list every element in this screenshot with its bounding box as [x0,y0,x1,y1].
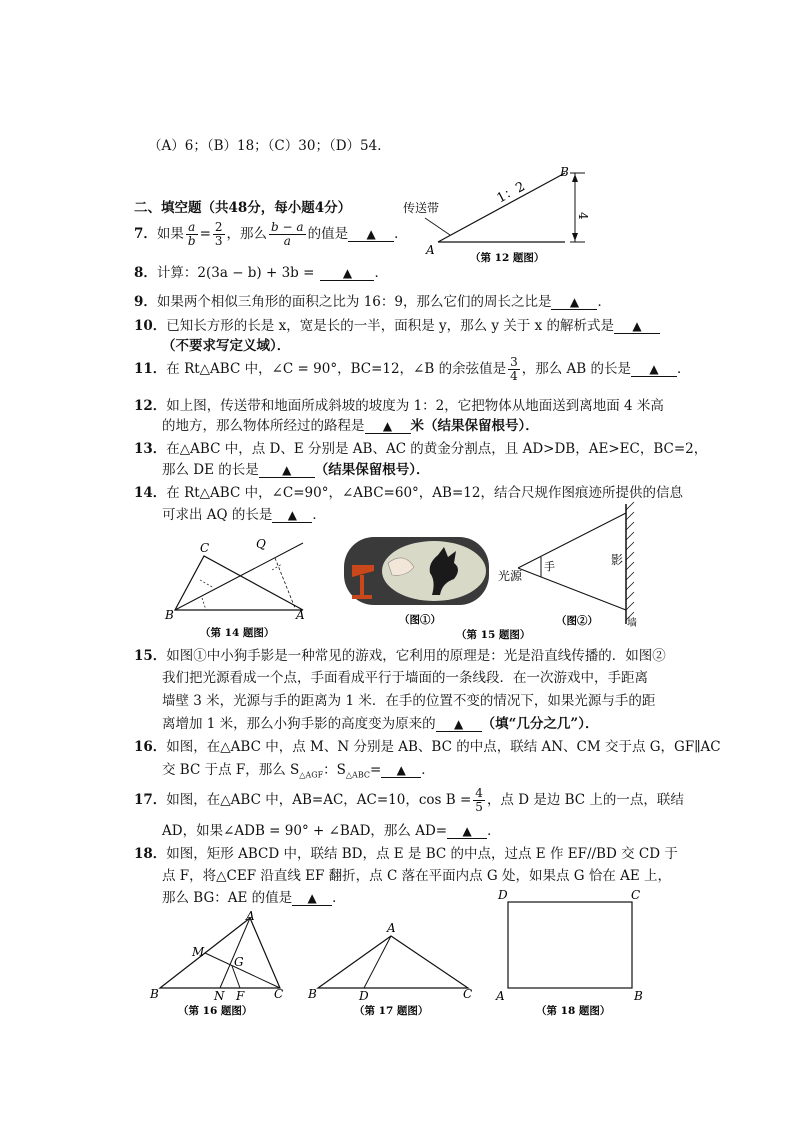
figure-16 [148,908,298,1022]
arrow-down-icon [572,233,578,241]
figure-14 [160,528,310,640]
question-text: 如上图，传送带和地面所成斜坡的坡度为 1：2，它把物体从地面送到离地面 4 米高 [166,398,664,414]
answer-blank: ▲ [631,362,677,377]
question-number: 14． [134,485,167,501]
question-number: 10． [134,318,167,334]
question-8 [134,261,388,281]
question-17 [134,787,684,814]
point-label-a: A [246,909,255,923]
question-text-a: 在 Rt△ABC 中，∠C = 90°，BC=12，∠B 的余弦值是 [166,361,507,377]
triangle-abc [318,936,468,988]
lamp-base [352,595,372,599]
point-label-a: A [496,989,505,1003]
figure-caption: （第 18 题图） [536,1005,611,1017]
rectangle-abcd [508,902,632,988]
question-text: AD，如果∠ADB = 90° + ∠BAD，那么 AD= [162,823,448,839]
construction-arc [200,580,214,588]
point-label-c: C [631,888,641,902]
fraction-a-b [186,221,198,248]
height-label: 4 [576,212,590,220]
question-text: 那么 DE 的长是 [162,462,259,478]
triangle-abc [160,918,280,988]
answer-blank: ▲ [447,824,487,839]
point-label-g: G [234,955,244,969]
question-12-line2 [162,414,539,434]
point-label-d: D [359,989,369,1003]
period: ． [394,226,408,242]
point-label-b: B [165,608,174,622]
question-18-line3 [162,886,346,906]
question-number: 13． [134,441,167,457]
question-number: 17． [134,792,167,808]
wall-hatch [626,502,634,620]
q7-text-b: ，那么 [226,226,268,242]
question-15-line4 [162,712,598,732]
point-label-c: C [274,987,284,1001]
segment-ad [364,936,391,988]
answer-blank: ▲ [259,463,315,478]
point-label-d: D [498,888,508,902]
answer-blank: ▲ [320,266,374,281]
light-source-label: 光源 [498,569,523,583]
point-label-a: A [426,243,435,257]
q7-text-c: 的值是 [307,226,349,242]
question-11 [134,356,690,383]
period: ． [421,762,435,778]
question-text: 如图，在△ABC 中，AB=AC，AC=10， [166,792,419,808]
question-number: 11． [134,361,167,377]
question-15 [134,644,666,664]
fraction-2-3 [213,221,225,248]
hand-label: 手 [544,560,555,573]
light-ray-top [518,513,626,568]
question-text: 米（结果保留根号）． [410,418,539,434]
question-15-line3: 墙壁 3 米，光源与手的距离为 1 米．在手的位置不变的情况下，如果光源与手的距 [162,693,656,709]
question-12 [134,394,664,414]
q7-text-a: 如果 [156,226,184,242]
question-number: 7． [134,226,157,242]
answer-blank: ▲ [365,419,411,434]
question-18-line2: 点 F，将△CEF 沿直线 EF 翻折，点 C 落在平面内点 G 处，如果点 G 恰在 AE 上， [162,868,672,884]
question-13-line2 [162,458,430,478]
figure-caption: （第 12 题图） [470,252,545,264]
question-10 [134,314,660,334]
triangle-abc [175,556,303,610]
question-16 [134,735,721,755]
segment-an [220,918,250,988]
question-9 [134,290,611,310]
question-7 [134,221,408,248]
answer-blank: ▲ [551,295,597,310]
answer-blank: ▲ [348,227,394,242]
equals: = [369,762,382,778]
period: ． [374,265,388,281]
question-text: 可求出 AQ 的长是 [162,507,273,523]
question-text: 如图，在△ABC 中，点 M、N 分别是 AB、BC 的中点，联结 AN、CM 交于点 G，GF∥AC [166,739,721,755]
point-label-a: A [296,608,305,622]
equals: = [199,226,211,242]
period: ． [597,294,611,310]
numerator: a [186,221,198,235]
question-text: 计算：2(3a − b) + 3b = [156,265,315,281]
fraction-3-4 [508,356,520,383]
figure-17 [306,918,481,1022]
answer-blank: ▲ [381,763,421,778]
question-15-line2: 我们把光源看成一个点，手面看成平行于墙面的一条线段．在一次游戏中，手距离 [162,670,648,686]
question-text-b: ，那么 AB 的长是 [521,361,631,377]
light-ray-bottom [518,568,626,610]
period: ． [487,823,501,839]
point-label-n: N [214,989,225,1003]
numerator: 4 [475,786,483,800]
question-16-line2 [162,758,435,780]
numerator: b − a [271,220,304,234]
question-number: 9． [134,294,157,310]
point-label-b: B [560,165,569,179]
numerator: 2 [214,220,223,234]
point-label-m: M [192,945,205,959]
figure-12 [395,160,605,270]
question-text: 如图①中小狗手影是一种常见的游戏，它利用的原理是：光是沿直线传播的．如图② [166,648,666,664]
question-text: 的地方，那么物体所经过的路程是 [162,418,365,434]
point-label-c: C [200,541,210,555]
figure-caption: （第 16 题图） [178,1005,253,1017]
construction-arc [202,598,206,610]
slope-line [438,173,565,242]
fraction-4-5 [473,787,485,814]
denominator: 4 [510,369,518,383]
multiple-choice-options: （A）6；（B）18；（C）30；（D）54． [148,138,391,154]
period: ． [332,890,346,906]
denominator: a [283,234,291,248]
question-text: 在 Rt△ABC 中，∠C=90°，∠ABC=60°，AB=12，结合尺规作图痕迹所提供的信息 [166,485,683,501]
question-17-line2 [162,819,501,839]
figure-18 [492,884,652,1022]
point-label-q: Q [256,537,266,551]
numerator: 3 [510,355,518,369]
denominator: b [187,234,196,248]
denominator: 3 [214,234,223,248]
wall-label: 墙 [627,618,637,629]
question-text: ，点 D 是边 BC 上的一点，联结 [486,792,684,808]
construction-arc [272,564,282,570]
question-text: 交 BC 于点 F，那么 S [162,762,300,778]
answer-blank: ▲ [292,891,332,906]
figure-15-diagram [498,496,648,630]
question-text: 已知长方形的长是 x，宽是长的一半，面积是 y，那么 y 关于 x 的解析式是 [166,318,615,334]
question-14-line2 [162,503,326,523]
lamp-stand [360,575,364,597]
question-number: 8． [134,265,157,281]
denominator: 5 [475,800,483,814]
shadow-label: 影 [611,553,624,567]
question-text: 那么 BG：AE 的值是 [162,890,293,906]
answer-blank: ▲ [614,319,660,334]
question-text: （结果保留根号）． [314,462,430,478]
point-label-b: B [308,987,317,1001]
section-heading: 二、填空题（共48分，每小题4分） [134,200,352,216]
figure-caption: （第 17 题图） [354,1005,429,1017]
question-13 [134,437,707,457]
question-number: 15． [134,648,167,664]
answer-blank: ▲ [272,508,312,523]
period: ． [312,507,326,523]
cos-expression: cos B = [418,792,472,808]
period: ． [676,361,691,377]
question-number: 16． [134,739,167,755]
figure-caption: （第 14 题图） [200,627,275,639]
answer-blank: ▲ [436,717,482,732]
question-text: ：S [323,762,346,778]
question-text: 离增加 1 米，那么小狗手影的高度变为原来的 [162,716,436,732]
question-text: 如图，矩形 ABCD 中，联结 BD，点 E 是 BC 的中点，过点 E 作 EF//BD 交 CD 于 [166,846,678,862]
photo-caption: （图①） [399,614,441,626]
belt-label: 传送带 [403,201,440,215]
q10-note: （不要求写定义域）． [162,338,291,354]
figure-caption: （第 15 题图） [456,629,531,641]
subscript: △AGF [299,770,324,780]
ratio-label: 1：2 [494,179,528,207]
point-label-f: F [236,989,245,1003]
question-number: 18． [134,846,167,862]
diagram-caption: （图②） [556,615,598,627]
fraction-b-minus-a [269,221,306,248]
point-label-c: C [463,987,473,1001]
point-label-b: B [150,987,159,1001]
question-number: 12． [134,398,167,414]
question-text: 如果两个相似三角形的面积之比为 16：9，那么它们的周长之比是 [156,294,552,310]
point-label-b: B [634,989,643,1003]
point-label-a: A [387,921,396,935]
belt-pointer [425,218,450,235]
subscript: △ABC [345,770,370,780]
question-text: （填“几分之几”）． [481,716,599,732]
question-text: 在△ABC 中，点 D、E 分别是 AB、AC 的黄金分割点，且 AD>DB，AE>EC，BC=2， [166,441,708,457]
arrow-up-icon [572,174,578,182]
question-18 [134,842,678,862]
